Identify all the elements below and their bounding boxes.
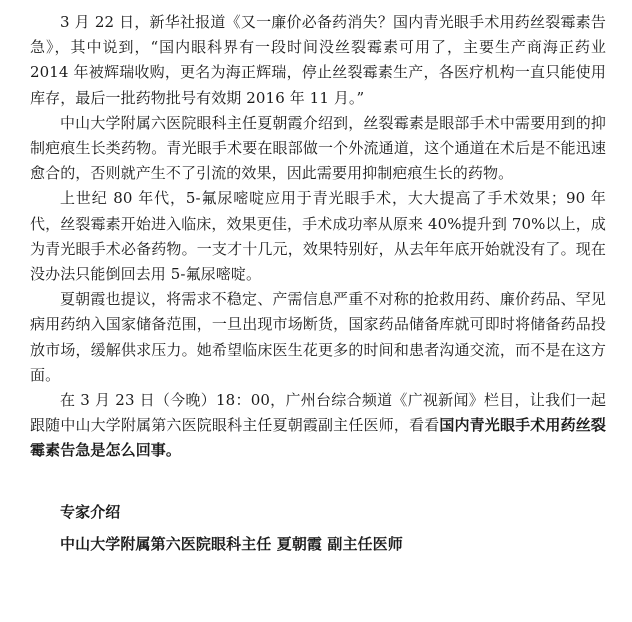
article-paragraph-3: 上世纪 80 年代，5-氟尿嘧啶应用于青光眼手术，大大提高了手术效果；90 年代，丝裂霉素开始进入临床，效果更佳，手术成功率从原来 40%提升到 70%以上，成为青光眼手术必备药物。一支才十几元，效果特别好，从去年年底开始就没有了。现在没办法只能倒回去用 5-氟尿嘧啶。 bbox=[30, 189, 606, 284]
expert-heading: 专家介绍 bbox=[60, 502, 121, 521]
broadcast-text: 在 3 月 23 日（今晚）18：00，广州台综合频道《广视新闻》栏目，让我们一起跟随中山大学附属第六医院眼科主任夏朝霞副主任医师，看看 bbox=[30, 391, 606, 435]
section-spacer bbox=[30, 464, 606, 498]
article-paragraph-1: 3 月 22 日，新华社报道《又一廉价必备药消失？国内青光眼手术用药丝裂霉素告急》，其中说到，“国内眼科界有一段时间没丝裂霉素可用了，主要生产商海正药业 2014 年被辉瑞收购，更名为海正辉瑞，停止丝裂霉素生产，各医疗机构一直只能使用库存，最后一批药物批号有效期 2016 年 11 月。” bbox=[30, 13, 606, 107]
article-paragraph-4: 夏朝霞也提议，将需求不稳定、产需信息严重不对称的抢救用药、廉价药品、罕见病用药纳入国家储备范围，一旦出现市场断货，国家药品储备库就可即时将储备药品投放市场，缓解供求压力。她希望临床医生花更多的时间和患者沟通交流，而不是在这方面。 bbox=[30, 290, 606, 384]
article-paragraph-2: 中山大学附属六医院眼科主任夏朝霞介绍到，丝裂霉素是眼部手术中需要用到的抑制疤痕生长类药物。青光眼手术要在眼部做一个外流通道，这个通道在术后是不能迅速愈合的，否则就产生不了引流的效果，因此需要用抑制疤痕生长的药物。 bbox=[30, 113, 606, 183]
broadcast-paragraph bbox=[30, 388, 606, 464]
broadcast-bold-tail: 国内青光眼手术用药丝裂霉素告急是怎么回事。 bbox=[30, 416, 607, 460]
expert-name-line: 中山大学附属第六医院眼科主任 夏朝霞 副主任医师 bbox=[60, 534, 403, 553]
